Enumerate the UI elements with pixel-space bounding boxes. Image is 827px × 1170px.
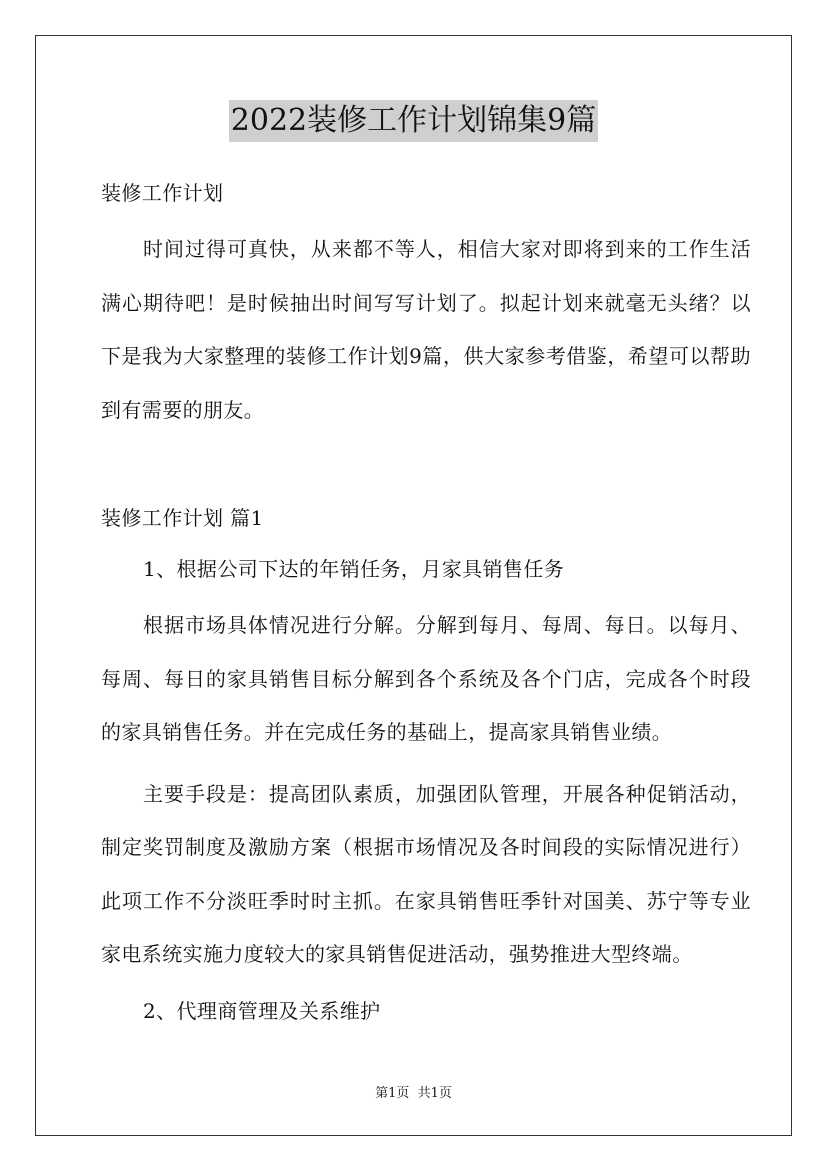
document-body (101, 172, 751, 1033)
paragraph-1: 根据市场具体情况进行分解。分解到每月、每周、每日。以每月、每周、每日的家具销售目标分解到各个系统及各个门店，完成各个时段的家具销售任务。并在完成任务的基础上，提高家具销售业绩。 (101, 613, 751, 744)
page-number-label: 第1页 共1页 (375, 1086, 452, 1101)
item2-heading: 2、代理商管理及关系维护 (143, 998, 381, 1023)
item1-heading: 1、根据公司下达的年销任务，月家具销售任务 (143, 557, 565, 581)
document-title: 2022装修工作计划锦集9篇 (229, 100, 598, 142)
section-heading: 装修工作计划 (101, 181, 224, 205)
article-heading: 装修工作计划 篇1 (101, 506, 264, 530)
intro-paragraph: 时间过得可真快，从来都不等人，相信大家对即将到来的工作生活满心期待吧！是时候抽出时间写写计划了。拟起计划来就毫无头绪？以下是我为大家整理的装修工作计划9篇，供大家参考借鉴，希望可以帮助到有需要的朋友。 (101, 237, 751, 422)
paragraph-2: 主要手段是：提高团队素质，加强团队管理，开展各种促销活动，制定奖罚制度及激励方案（根据市场情况及各时间段的实际情况进行）此项工作不分淡旺季时时主抓。在家具销售旺季针对国美、苏宁等专业家电系统实施力度较大的家具销售促进活动，强势推进大型终端。 (101, 781, 751, 966)
page-footer (0, 1082, 827, 1101)
title-container (0, 100, 827, 142)
